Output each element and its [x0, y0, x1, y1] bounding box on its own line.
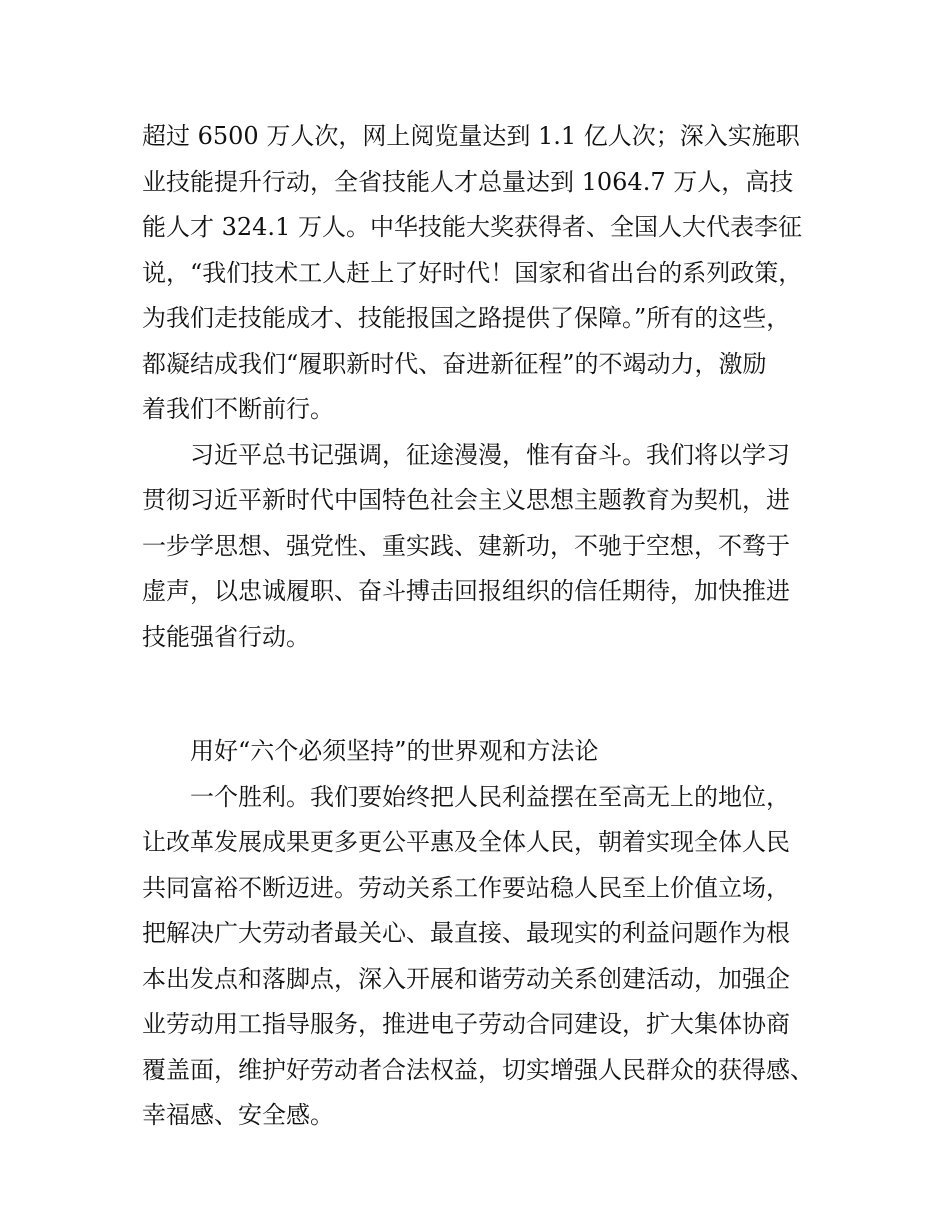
text-block-lower — [142, 729, 832, 1139]
paragraph-skills-achievements — [142, 114, 832, 433]
paragraph-line: 说，“我们技术工人赶上了好时代！国家和省出台的系列政策， — [142, 258, 803, 287]
paragraph-line: 业技能提升行动，全省技能人才总量达到 1064.7 万人，高技 — [142, 167, 794, 196]
paragraph-line: 共同富裕不断迈进。劳动关系工作要站稳人民至上价值立场， — [142, 873, 790, 902]
paragraph-line: 幸福感、安全感。 — [142, 1101, 334, 1129]
paragraph-line: 一个胜利。我们要始终把人民利益摆在至高无上的地位， — [190, 782, 790, 811]
text-block-upper — [142, 114, 832, 660]
paragraph-line: 让改革发展成果更多更公平惠及全体人民，朝着实现全体人民 — [142, 828, 790, 856]
paragraph-line: 能人才 324.1 万人。中华技能大奖获得者、全国人大代表李征 — [142, 213, 802, 241]
paragraph-line: 超过 6500 万人次，网上阅览量达到 1.1 亿人次；深入实施职 — [142, 122, 800, 150]
paragraph-line: 一步学思想、强党性、重实践、建新功，不驰于空想，不骛于 — [142, 531, 790, 560]
paragraph-line: 着我们不断前行。 — [142, 395, 334, 423]
paragraph-line: 本出发点和落脚点，深入开展和谐劳动关系创建活动，加强企 — [142, 964, 790, 993]
paragraph-line: 覆盖面，维护好劳动者合法权益，切实增强人民群众的获得感、 — [142, 1055, 814, 1084]
paragraph-line: 贯彻习近平新时代中国特色社会主义思想主题教育为契机，进 — [142, 486, 790, 514]
paragraph-line: 都凝结成我们“履职新时代、奋进新征程”的不竭动力，激励 — [142, 349, 767, 378]
paragraph-line: 习近平总书记强调，征途漫漫，惟有奋斗。我们将以学习 — [190, 440, 790, 469]
paragraph-line: 为我们走技能成才、技能报国之路提供了保障。”所有的这些， — [142, 304, 791, 332]
paragraph-line: 虚声，以忠诚履职、奋斗搏击回报组织的信任期待，加快推进 — [142, 577, 790, 605]
paragraph-struggle — [142, 433, 832, 661]
paragraph-line: 技能强省行动。 — [142, 622, 310, 651]
paragraph-people-first — [142, 775, 832, 1139]
section-title: 用好“六个必须坚持”的世界观和方法论 — [190, 737, 599, 765]
paragraph-line: 把解决广大劳动者最关心、最直接、最现实的利益问题作为根 — [142, 919, 790, 947]
paragraph-line: 业劳动用工指导服务，推进电子劳动合同建设，扩大集体协商 — [142, 1010, 790, 1038]
